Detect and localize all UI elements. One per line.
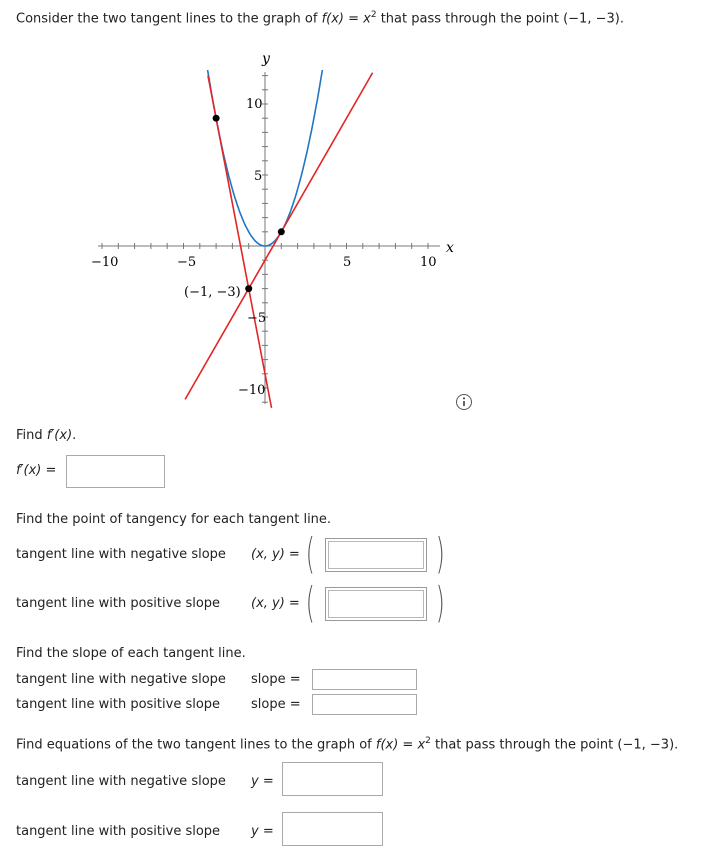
tangency-prompt: Find the point of tangency for each tangent line. [16, 512, 332, 527]
y-axis-label: y [262, 51, 270, 67]
point-label: (−1, −3) [184, 285, 241, 300]
tangent-lines-graph [0, 0, 706, 420]
derivative-input[interactable] [66, 455, 165, 488]
tangency-point-positive [278, 228, 285, 235]
x-tick-label-10: 10 [420, 255, 437, 270]
x-tick-label-5: 5 [343, 255, 352, 270]
slope-prompt: Find the slope of each tangent line. [16, 646, 246, 661]
close-paren: ) [435, 578, 445, 627]
equation-neg-label: tangent line with negative slope [16, 774, 226, 789]
external-point [245, 285, 252, 292]
y-tick-label-neg5: −5 [247, 311, 267, 326]
x-axis-label: x [446, 240, 454, 256]
tangency-point-negative [213, 115, 220, 122]
equation-pos-label: tangent line with positive slope [16, 824, 221, 839]
x-tick-label-neg5: −5 [177, 255, 197, 270]
slope-pos-eq-label: slope = [251, 697, 301, 712]
equation-neg-input[interactable] [282, 762, 383, 796]
equation-pos-y-label: y = [251, 824, 274, 839]
tangency-pos-xy-label: (x, y) = [251, 596, 300, 611]
tangency-pos-label: tangent line with positive slope [16, 596, 221, 611]
question-text: Consider the two tangent lines to the graph of $f(x) = x^2$ that pass through the point (−1, −3). [16, 10, 624, 27]
slope-pos-label: tangent line with positive slope [16, 697, 221, 712]
open-paren: ( [305, 529, 315, 578]
slope-pos-input[interactable] [312, 694, 417, 715]
tangent-line-positive [185, 73, 372, 400]
close-paren: ) [435, 529, 445, 578]
derivative-label: f′(x) = [16, 463, 57, 478]
slope-neg-eq-label: slope = [251, 672, 301, 687]
tangency-neg-input[interactable] [325, 538, 427, 572]
derivative-prompt: Find f′(x). [16, 428, 77, 443]
tangency-pos-input[interactable] [325, 587, 427, 621]
y-tick-label-10: 10 [246, 97, 263, 112]
tangency-neg-label: tangent line with negative slope [16, 547, 226, 562]
equations-prompt: Find equations of the two tangent lines to the graph of $f(x) = x^2$ that pass through the point (−1, −3). [16, 736, 679, 753]
x-tick-label-neg10: −10 [91, 255, 119, 270]
y-tick-label-5: 5 [254, 169, 263, 184]
equation-pos-input[interactable] [282, 812, 383, 846]
open-paren: ( [305, 578, 315, 627]
equation-neg-y-label: y = [251, 774, 274, 789]
tangency-neg-xy-label: (x, y) = [251, 547, 300, 562]
slope-neg-label: tangent line with negative slope [16, 672, 226, 687]
tangent-line-negative [208, 76, 272, 408]
slope-neg-input[interactable] [312, 669, 417, 690]
info-circle-icon[interactable] [457, 395, 472, 410]
y-tick-label-neg10: −10 [238, 383, 266, 398]
